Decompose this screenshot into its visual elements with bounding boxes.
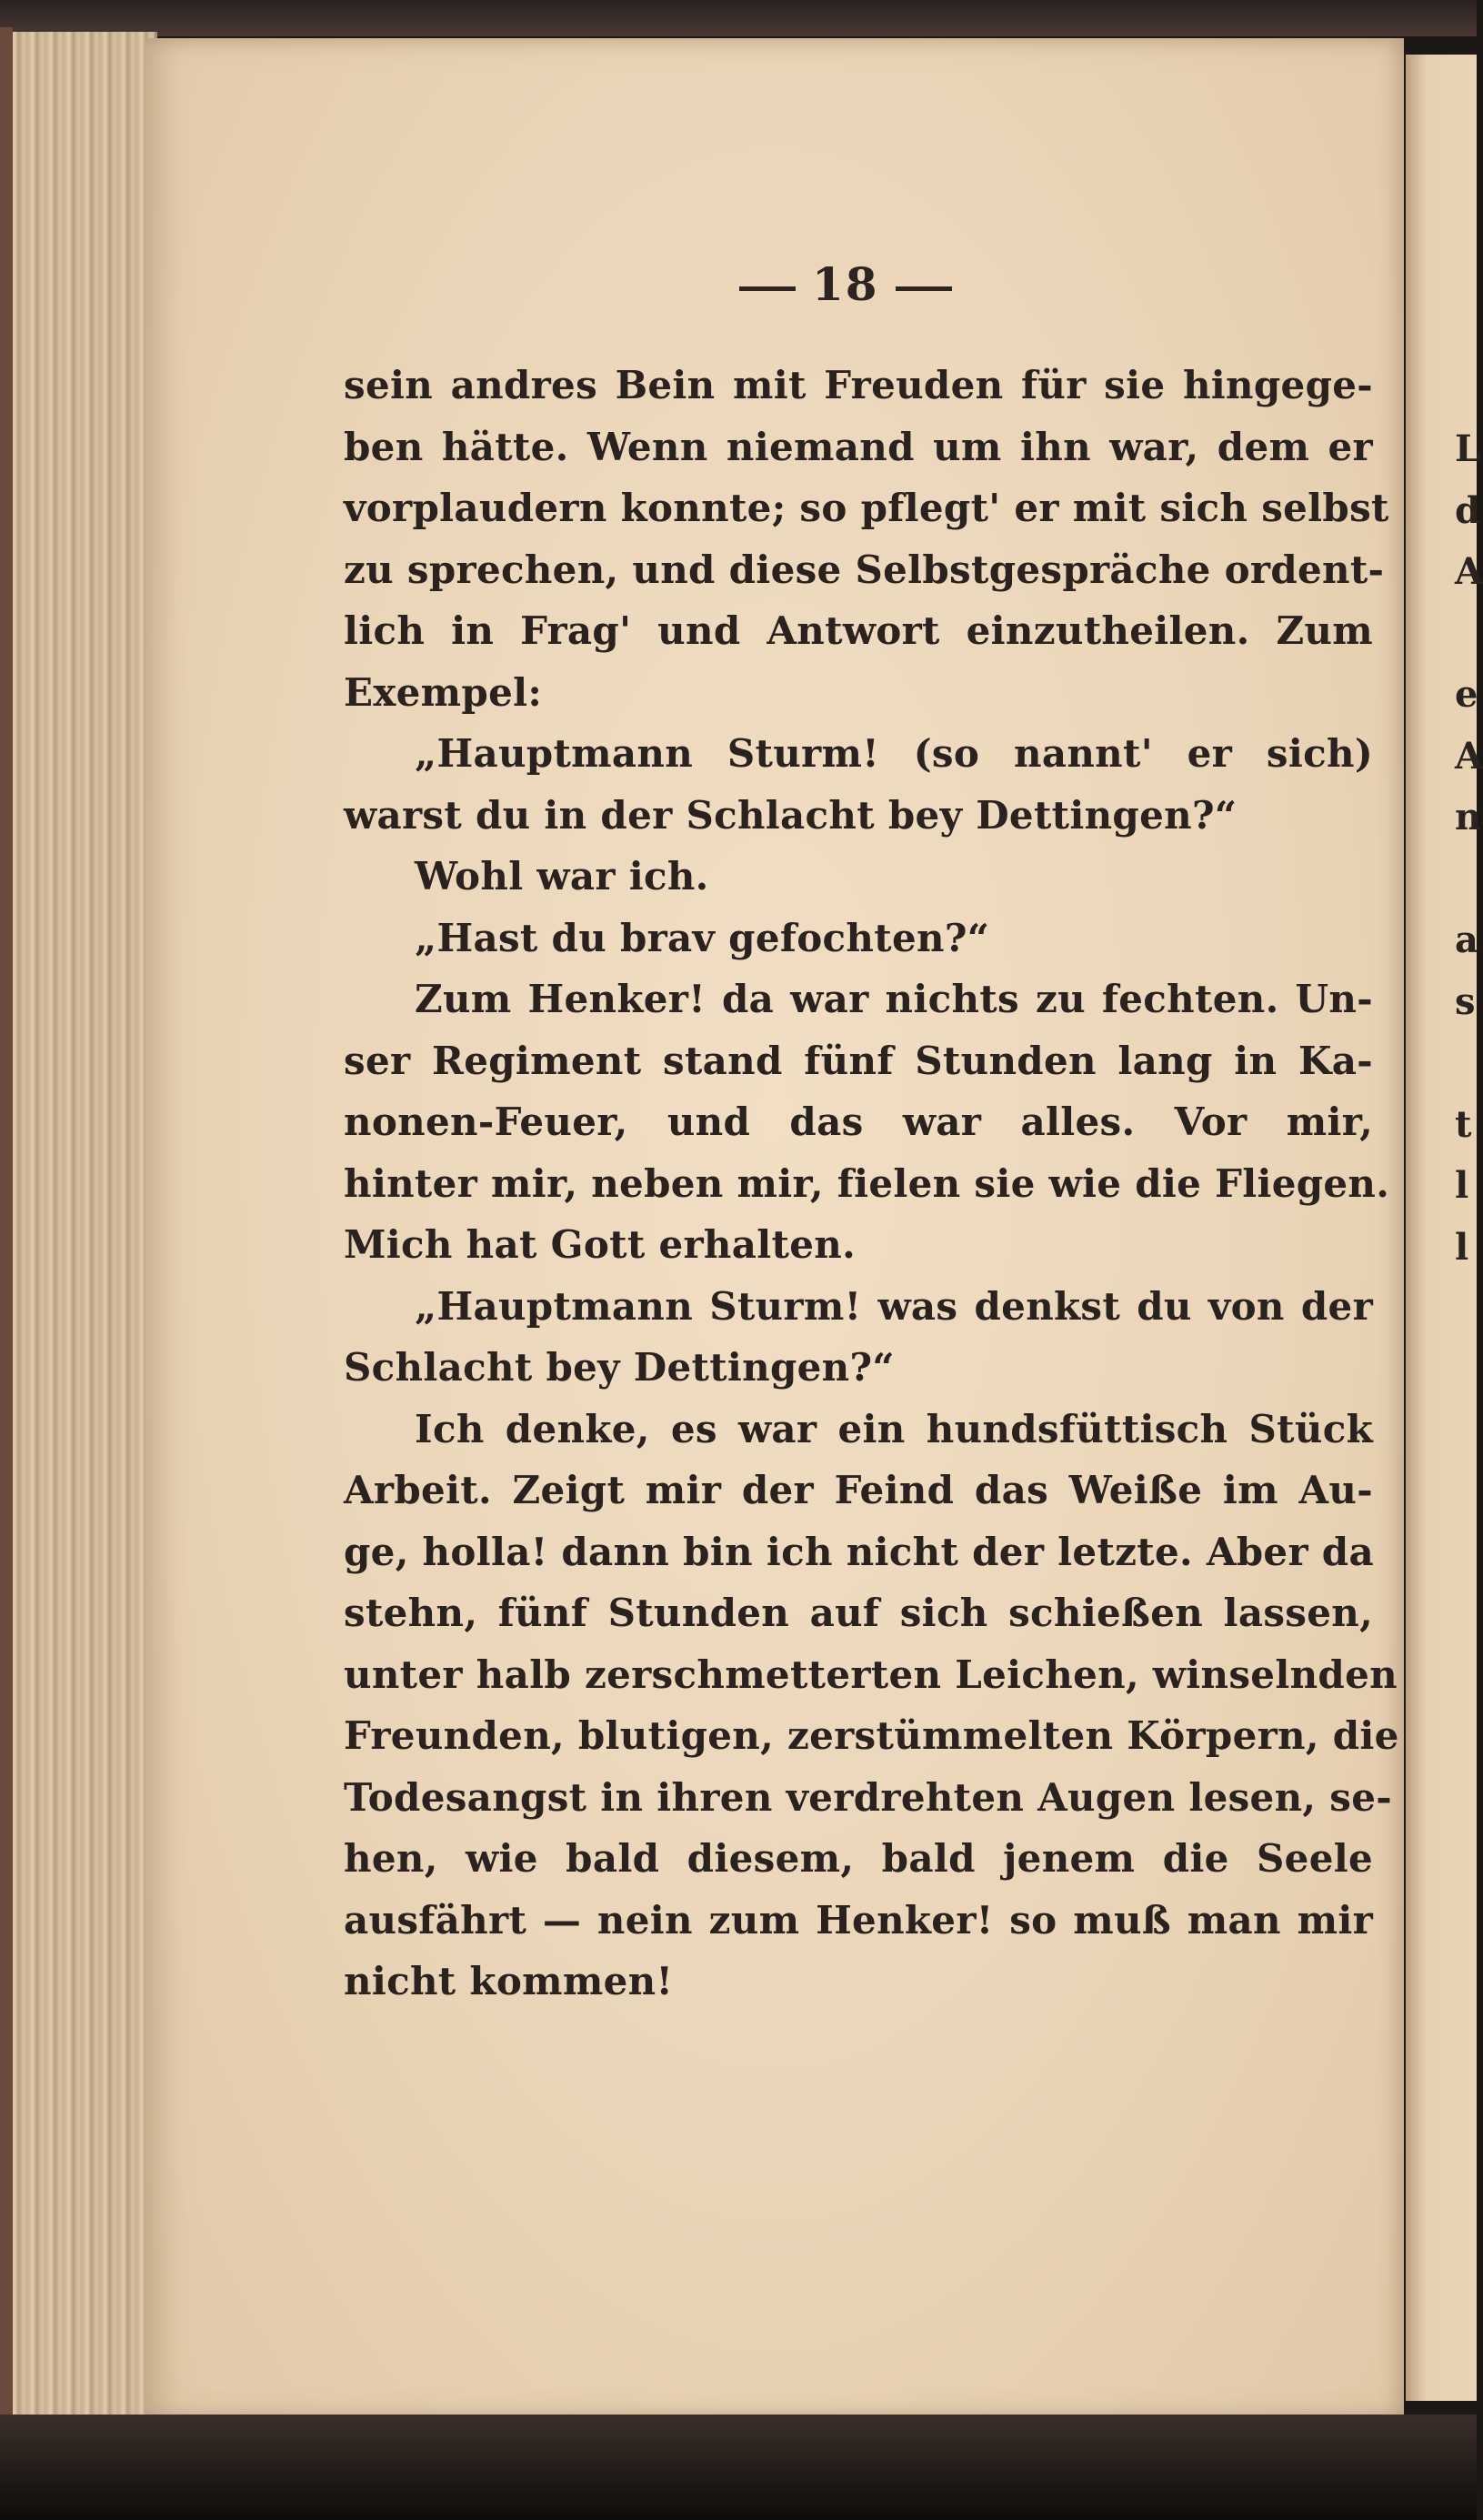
page-number-value: 18 — [812, 257, 879, 311]
adjacent-page-glyph: l — [1455, 1225, 1469, 1269]
page-number — [723, 257, 996, 311]
text-line: ser Regiment stand fünf Stunden lang in Ka- — [344, 1038, 1373, 1083]
adjacent-page-glyph: s — [1455, 979, 1476, 1023]
book-cover-edge — [0, 27, 13, 2437]
text-line: Arbeit. Zeigt mir der Feind das Weiße im Au- — [344, 1468, 1373, 1512]
adjacent-page-glyph: l — [1455, 1164, 1469, 1207]
text-line: hinter mir, neben mir, fielen sie wie die Fliegen. — [344, 1160, 1390, 1206]
text-line: Mich hat Gott erhalten. — [344, 1222, 856, 1267]
adjacent-page-glyph — [1455, 848, 1477, 910]
scan-bottom-edge — [0, 2415, 1477, 2520]
text-line: vorplaudern konnte; so pflegt' er mit sich selbst — [344, 486, 1389, 530]
adjacent-page-glyph: e — [1455, 673, 1478, 716]
adjacent-page-glyph: n — [1455, 796, 1482, 838]
adjacent-page-glyph — [1455, 1401, 1477, 1462]
adjacent-page-text — [1455, 418, 1483, 1585]
adjacent-page-glyph — [1455, 603, 1477, 665]
text-line: Zum Henker! da war nichts zu fechten. Un- — [415, 977, 1373, 1021]
page-number-dash-left — [739, 286, 796, 291]
page-body-text — [344, 355, 1399, 2013]
text-line: Ich denke, es war ein hundsfüttisch Stück — [415, 1406, 1373, 1451]
text-line: ausfährt — nein zum Henker! so muß man mir — [344, 1897, 1373, 1943]
text-line: Exempel: — [344, 669, 543, 715]
text-line: Schlacht bey Dettingen?“ — [344, 1345, 895, 1390]
text-line: stehn, fünf Stunden auf sich schießen lassen, — [344, 1591, 1373, 1635]
text-line: unter halb zerschmetterten Leichen, winselnden — [344, 1652, 1398, 1697]
adjacent-page-glyph — [1455, 1032, 1477, 1094]
adjacent-page-glyph: t — [1455, 1102, 1472, 1146]
adjacent-page-glyph: A — [1455, 734, 1483, 778]
adjacent-page-glyph: L — [1455, 427, 1481, 470]
text-line: zu sprechen, und diese Selbstgespräche ordent- — [344, 547, 1385, 592]
text-line: sein andres Bein mit Freuden für sie hingege- — [344, 363, 1373, 407]
adjacent-page-glyph — [1455, 1278, 1477, 1340]
text-line: „Hast du brav gefochten?“ — [415, 915, 990, 960]
adjacent-page-glyph: d — [1455, 488, 1480, 532]
adjacent-page-glyph: A — [1455, 550, 1483, 593]
text-line: Todesangst in ihren verdrehten Augen lesen, se- — [344, 1774, 1392, 1820]
text-line: warst du in der Schlacht bey Dettingen?“ — [344, 792, 1238, 838]
text-line: ge, holla! dann bin ich nicht der letzte. Aber da — [344, 1529, 1374, 1574]
text-line: lich in Frag' und Antwort einzutheilen. Zum — [344, 608, 1373, 653]
text-line: ben hätte. Wenn niemand um ihn war, dem er — [344, 424, 1373, 469]
adjacent-page-glyph: a — [1455, 919, 1478, 961]
text-line: nicht kommen! — [344, 1959, 674, 2003]
text-line: nonen-Feuer, und das war alles. Vor mir, — [344, 1099, 1373, 1144]
text-line: hen, wie bald diesem, bald jenem die Seele — [344, 1836, 1373, 1881]
text-line: Freunden, blutigen, zerstümmelten Körpern, die — [344, 1713, 1399, 1758]
adjacent-page-glyph — [1455, 1462, 1477, 1524]
adjacent-page-glyph — [1455, 1523, 1477, 1585]
book-page-edges — [0, 32, 157, 2433]
adjacent-page-glyph — [1455, 1340, 1477, 1401]
text-line: „Hauptmann Sturm! was denkst du von der — [415, 1283, 1373, 1329]
page-number-dash-right — [896, 286, 952, 291]
text-line: Wohl war ich. — [415, 854, 709, 899]
scan-top-edge — [0, 0, 1477, 36]
text-line: „Hauptmann Sturm! (so nannt' er sich) — [415, 731, 1373, 776]
